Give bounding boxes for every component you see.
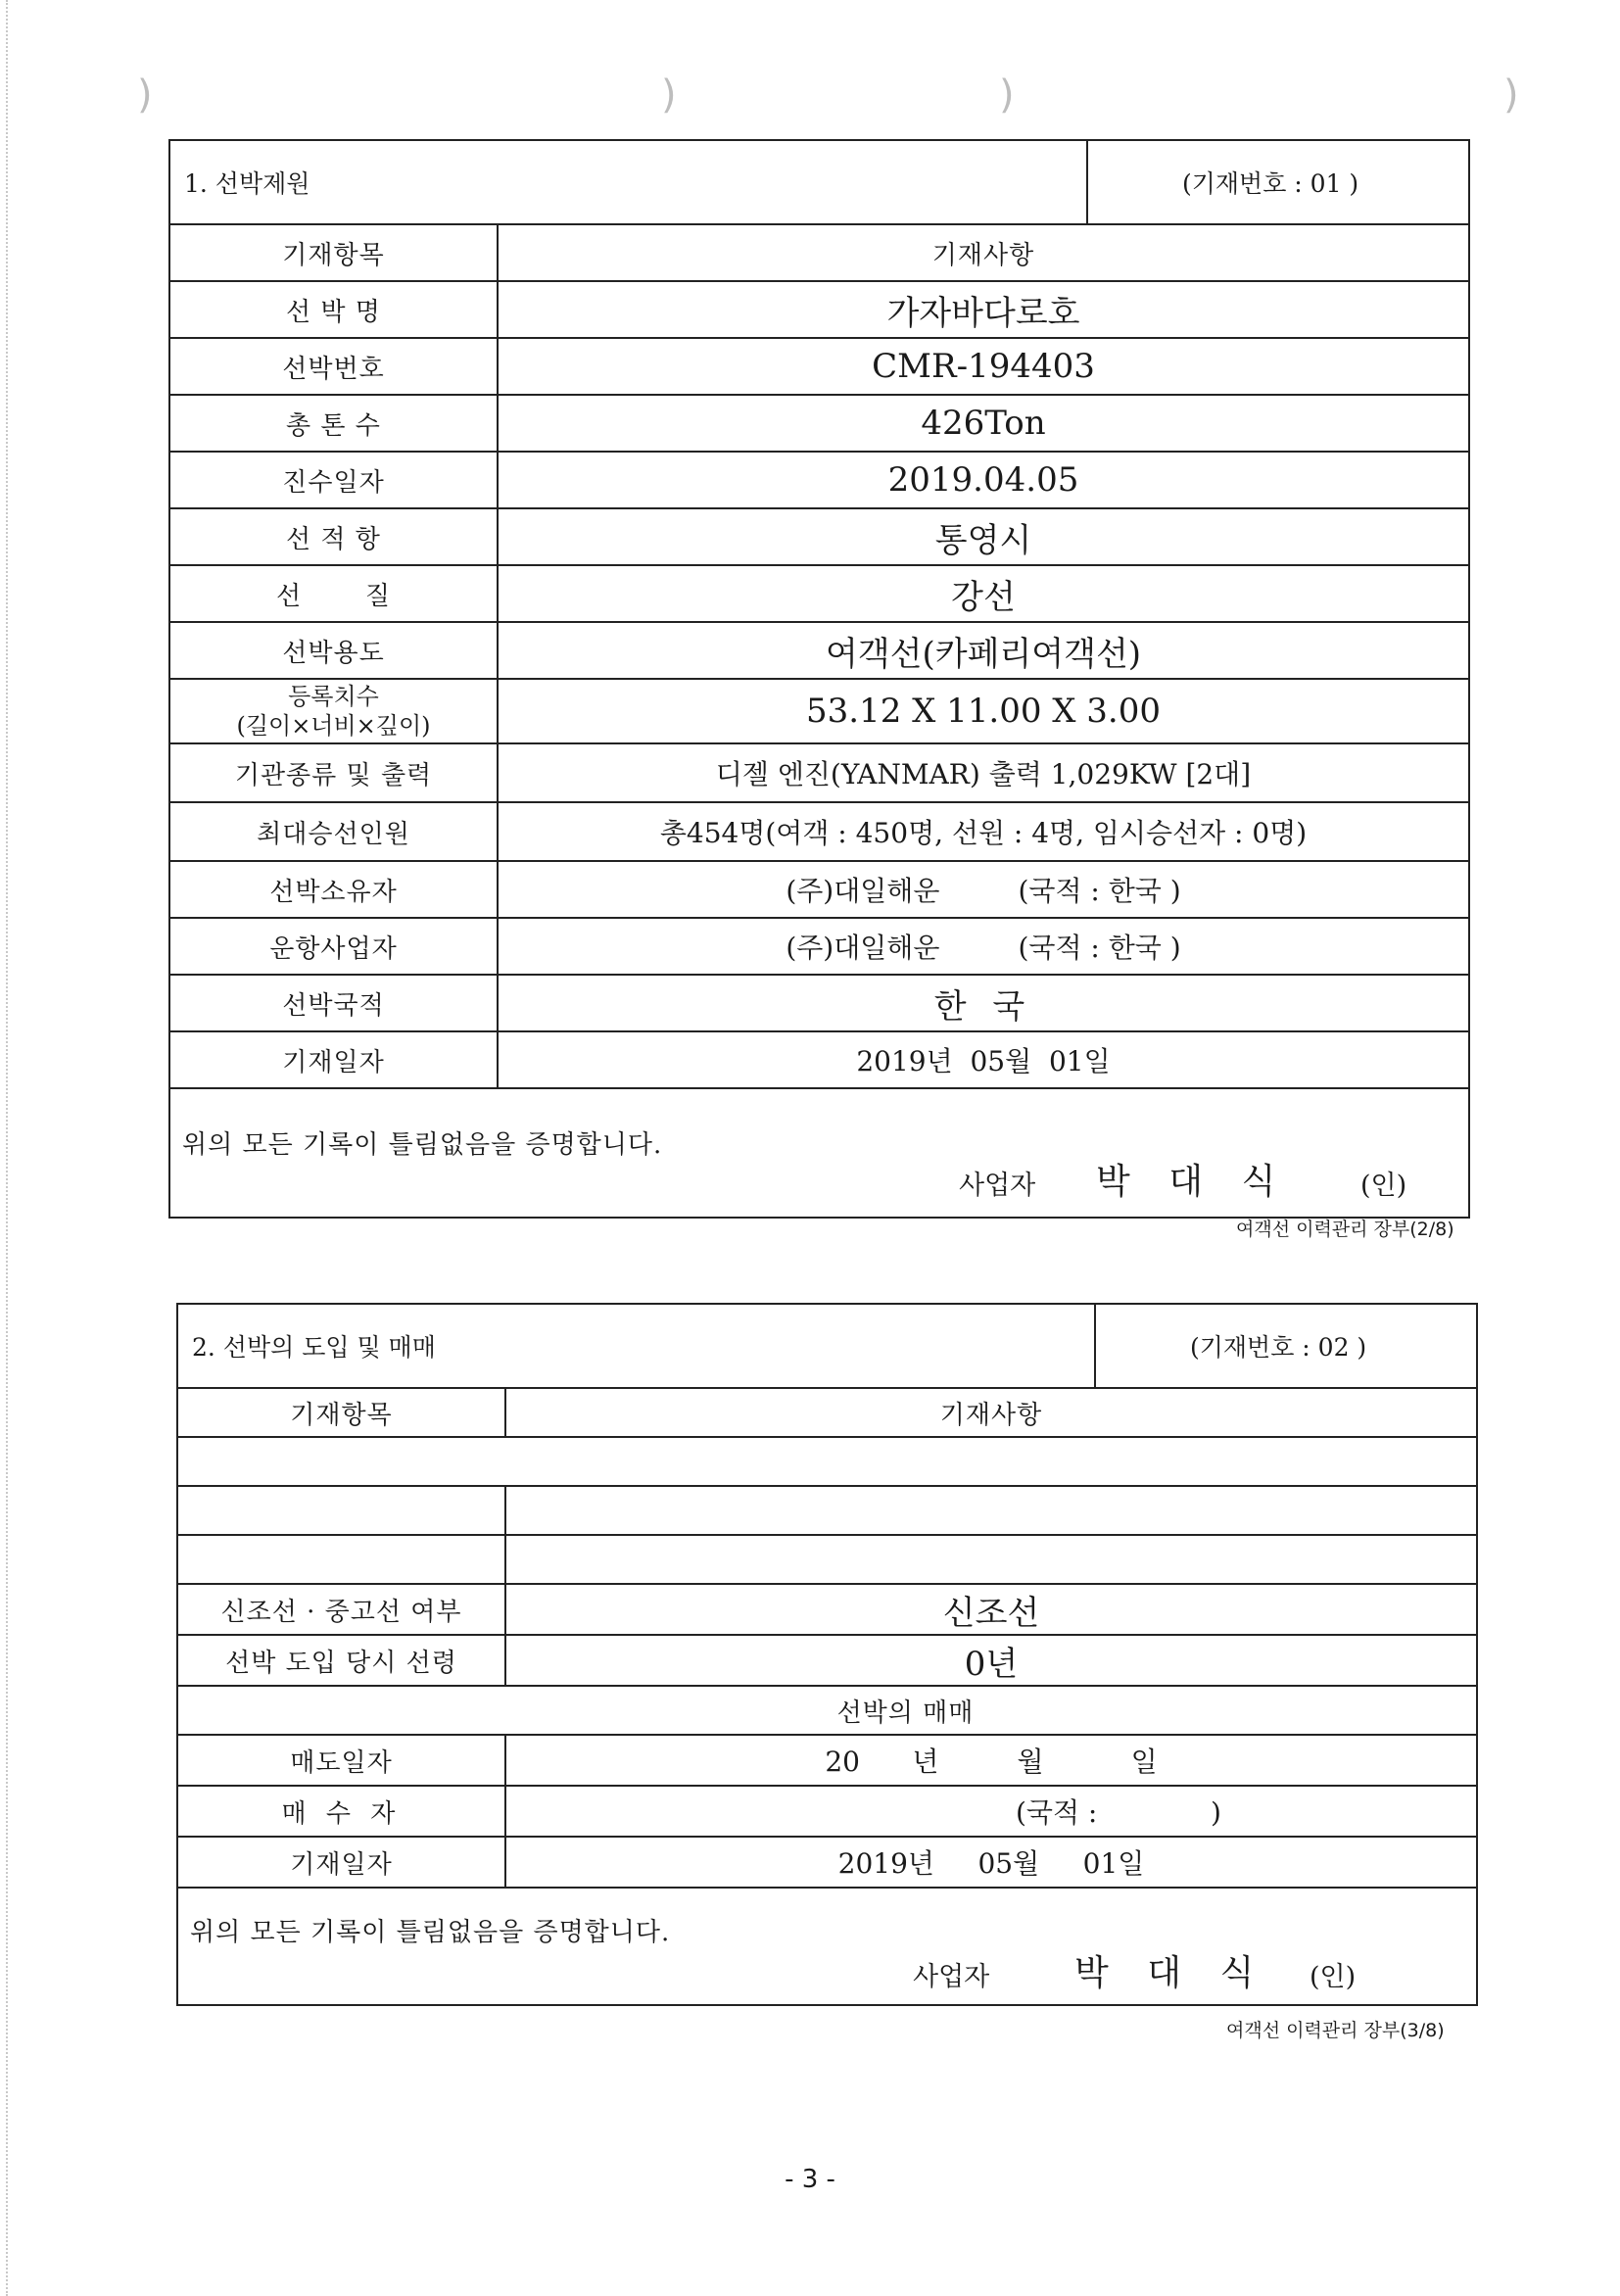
certification-statement: 위의 모든 기록이 틀림없음을 증명합니다. — [182, 1130, 663, 1160]
row-value-ship-name: 가자바다로호 — [498, 281, 1469, 338]
certification-statement: 위의 모든 기록이 틀림없음을 증명합니다. — [190, 1918, 671, 1947]
section-title: 2. 선박의 도입 및 매매 — [177, 1304, 1095, 1388]
empty-cell — [505, 1486, 1477, 1535]
row-label-owner: 선박소유자 — [169, 861, 498, 918]
row-value-ship-number: CMR-194403 — [498, 338, 1469, 395]
empty-cell — [505, 1535, 1477, 1584]
dimensions-label-line1: 등록치수 — [288, 683, 379, 710]
row-value-age-at-acquisition: 0년 — [505, 1635, 1477, 1686]
vessel-spec-table — [168, 139, 1470, 1219]
row-label-entry-date: 기재일자 — [177, 1837, 505, 1888]
row-label-new-or-used: 신조선 · 중고선 여부 — [177, 1584, 505, 1635]
row-value-launch-date: 2019.04.05 — [498, 452, 1469, 508]
signer-label: 사업자 — [959, 1171, 1036, 1201]
row-label-entry-date: 기재일자 — [169, 1031, 498, 1088]
row-value-max-capacity: 총454명(여객 : 450명, 선원 : 4명, 임시승선자 : 0명) — [498, 802, 1469, 861]
punch-mark: ) — [999, 72, 1015, 118]
row-value-engine: 디젤 엔진(YANMAR) 출력 1,029KW [2대] — [498, 743, 1469, 802]
row-value-buyer: (국적 : ) — [505, 1786, 1477, 1837]
row-label-nationality: 선박국적 — [169, 975, 498, 1031]
column-header-detail: 기재사항 — [505, 1388, 1477, 1437]
page-footer-ledger: 여객선 이력관리 장부(3/8) — [1226, 2020, 1445, 2041]
punch-mark: ) — [661, 72, 677, 118]
row-value-owner: (주)대일해운 (국적 : 한국 ) — [498, 861, 1469, 918]
page-number: - 3 - — [785, 2165, 835, 2194]
row-value-new-or-used: 신조선 — [505, 1584, 1477, 1635]
row-value-operator: (주)대일해운 (국적 : 한국 ) — [498, 918, 1469, 975]
seal-mark: (인) — [1360, 1171, 1407, 1201]
column-header-item: 기재항목 — [177, 1388, 505, 1437]
row-value-gross-tonnage: 426Ton — [498, 395, 1469, 452]
row-label-age-at-acquisition: 선박 도입 당시 선령 — [177, 1635, 505, 1686]
row-label-gross-tonnage: 총 톤 수 — [169, 395, 498, 452]
row-value-entry-date: 2019년 05월 01일 — [498, 1031, 1469, 1088]
certification-box — [177, 1888, 1477, 2005]
punch-mark: ) — [137, 72, 153, 118]
binding-edge — [6, 0, 14, 2296]
row-label-ship-name: 선 박 명 — [169, 281, 498, 338]
acquisition-trade-table — [176, 1303, 1478, 2006]
row-label-engine: 기관종류 및 출력 — [169, 743, 498, 802]
row-label-operator: 운항사업자 — [169, 918, 498, 975]
column-header-item: 기재항목 — [169, 224, 498, 281]
certification-box — [169, 1088, 1469, 1218]
registration-number: (기재번호 : 02 ) — [1095, 1304, 1477, 1388]
row-label-ship-number: 선박번호 — [169, 338, 498, 395]
empty-cell — [177, 1486, 505, 1535]
row-value-sale-date: 20 년 월 일 — [505, 1735, 1477, 1786]
empty-row — [177, 1437, 1477, 1486]
row-value-port-of-registry: 통영시 — [498, 508, 1469, 565]
row-value-dimensions: 53.12 X 11.00 X 3.00 — [498, 679, 1469, 743]
empty-cell — [177, 1535, 505, 1584]
signer-name: 박 대 식 — [1074, 1953, 1268, 1993]
column-header-detail: 기재사항 — [498, 224, 1469, 281]
row-label-max-capacity: 최대승선인원 — [169, 802, 498, 861]
dimensions-label-line2: (길이×너비×깊이) — [236, 712, 431, 740]
page-footer-ledger: 여객선 이력관리 장부(2/8) — [1236, 1219, 1454, 1240]
row-label-buyer: 매 수 자 — [177, 1786, 505, 1837]
row-label-launch-date: 진수일자 — [169, 452, 498, 508]
row-label-port-of-registry: 선 적 항 — [169, 508, 498, 565]
section-title: 1. 선박제원 — [169, 140, 1087, 224]
registration-number: (기재번호 : 01 ) — [1087, 140, 1469, 224]
row-label-dimensions — [169, 679, 498, 743]
row-label-hull-material: 선 질 — [169, 565, 498, 622]
row-label-ship-purpose: 선박용도 — [169, 622, 498, 679]
row-label-sale-date: 매도일자 — [177, 1735, 505, 1786]
signer-label: 사업자 — [913, 1962, 990, 1992]
punch-mark: ) — [1503, 72, 1519, 118]
row-value-entry-date: 2019년 05월 01일 — [505, 1837, 1477, 1888]
row-value-ship-purpose: 여객선(카페리여객선) — [498, 622, 1469, 679]
signer-name: 박 대 식 — [1096, 1162, 1290, 1202]
row-value-hull-material: 강선 — [498, 565, 1469, 622]
trade-subheader: 선박의 매매 — [177, 1686, 1477, 1735]
row-value-nationality: 한 국 — [498, 975, 1469, 1031]
seal-mark: (인) — [1310, 1962, 1357, 1992]
